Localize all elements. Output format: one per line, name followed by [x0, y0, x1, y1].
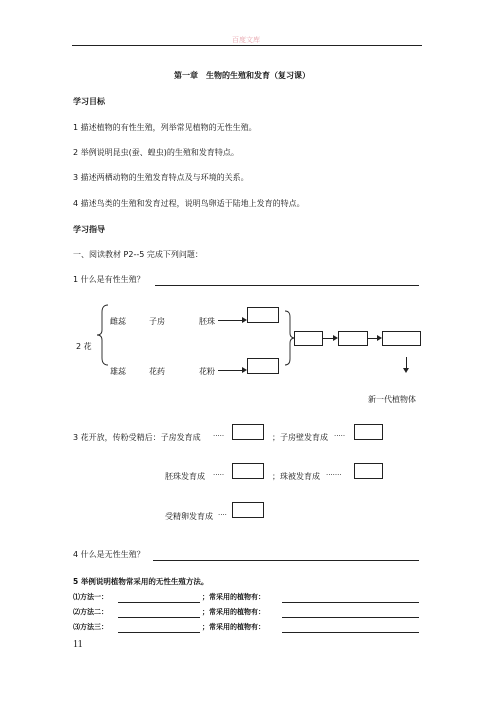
question-3-zygote: 受精卵发育成 [165, 512, 213, 521]
method-3-label: ⑶方法三： [73, 623, 108, 631]
objective-item-2: 2 举例说明昆虫(蚕、蝗虫)的生殖和发育特点。 [73, 148, 239, 157]
dots: ····· [213, 471, 225, 479]
arrow-down-new-plant [406, 357, 407, 368]
blank-box-fertilization-3[interactable] [382, 331, 421, 346]
method-1-plants-label: ；常采用的植物有： [202, 593, 265, 601]
blank-box-integument[interactable] [354, 463, 383, 479]
method-3-plants-line[interactable] [282, 632, 419, 633]
section-1-heading: 一、阅读教材 P2--5 完成下列问题： [73, 250, 203, 259]
question-1: 1 什么是有性生殖？ [73, 275, 145, 284]
blank-box-pollen[interactable] [247, 358, 279, 374]
objective-item-4: 4 描述鸟类的生殖和发育过程，说明鸟卵适于陆地上发育的特点。 [73, 199, 305, 208]
flower-label: 2 花 [76, 342, 92, 351]
blank-box-ovule[interactable] [247, 307, 279, 323]
ovary-label: 子房 [149, 317, 165, 326]
question-5-heading: 5 举例说明植物常采用的无性生殖方法。 [73, 577, 209, 586]
method-2-line[interactable] [118, 617, 200, 618]
question-3-integument: ；珠被发育成 [272, 472, 320, 481]
dots: ···· [218, 511, 227, 519]
question-3-ovary-wall: ；子房壁发育成 [272, 433, 328, 442]
method-1-label: ⑴方法一： [73, 593, 108, 601]
blank-box-fertilization-1[interactable] [294, 331, 323, 346]
question-4: 4 什么是无性生殖？ [73, 550, 145, 559]
left-brace-icon [96, 304, 110, 366]
method-2-label: ⑵方法二： [73, 608, 108, 616]
dots: ····· [334, 432, 346, 440]
guide-heading: 学习指导 [73, 225, 105, 234]
arrow-down-icon [403, 368, 409, 373]
blank-box-zygote[interactable] [232, 502, 264, 518]
pollen-label: 花粉 [199, 367, 215, 376]
method-2-plants-label: ；常采用的植物有： [202, 608, 265, 616]
method-2-plants-line[interactable] [282, 617, 419, 618]
arrow-pollen-box [218, 370, 243, 371]
new-plant-label: 新一代植物体 [368, 395, 416, 404]
method-1-plants-line[interactable] [282, 602, 419, 603]
header-source: 百度文库 [232, 36, 260, 44]
question-3-ovule: 胚珠发育成 [165, 472, 205, 481]
blank-box-ovary[interactable] [232, 424, 264, 440]
stamen-label: 雄蕊 [110, 367, 126, 376]
answer-line-q1[interactable] [155, 285, 419, 286]
blank-box-ovary-wall[interactable] [354, 424, 383, 440]
blank-box-fertilization-2[interactable] [338, 331, 368, 346]
method-3-plants-label: ；常采用的植物有： [202, 623, 265, 631]
header-rule [72, 45, 422, 46]
objective-item-1: 1 描述植物的有性生殖，列举常见植物的无性生殖。 [73, 123, 257, 132]
question-3-ovary: 3 花开放，传粉受精后：子房发育成 [73, 433, 201, 442]
page-title: 第一章 生物的生殖和发育（复习课） [174, 71, 310, 80]
ovule-label: 胚珠 [199, 317, 215, 326]
objectives-heading: 学习目标 [73, 97, 105, 106]
answer-line-q4[interactable] [153, 560, 419, 561]
dots: ····· [213, 432, 225, 440]
blank-box-ovule-develop[interactable] [232, 463, 264, 479]
page-number: 11 [73, 639, 83, 650]
arrow-ovule-box [218, 320, 243, 321]
dots: ······· [326, 471, 342, 479]
objective-item-3: 3 描述两栖动物的生殖发育特点及与环境的关系。 [73, 173, 249, 182]
method-3-line[interactable] [118, 632, 200, 633]
method-1-line[interactable] [118, 602, 200, 603]
anther-label: 花药 [149, 367, 165, 376]
pistil-label: 雌蕊 [110, 317, 126, 326]
